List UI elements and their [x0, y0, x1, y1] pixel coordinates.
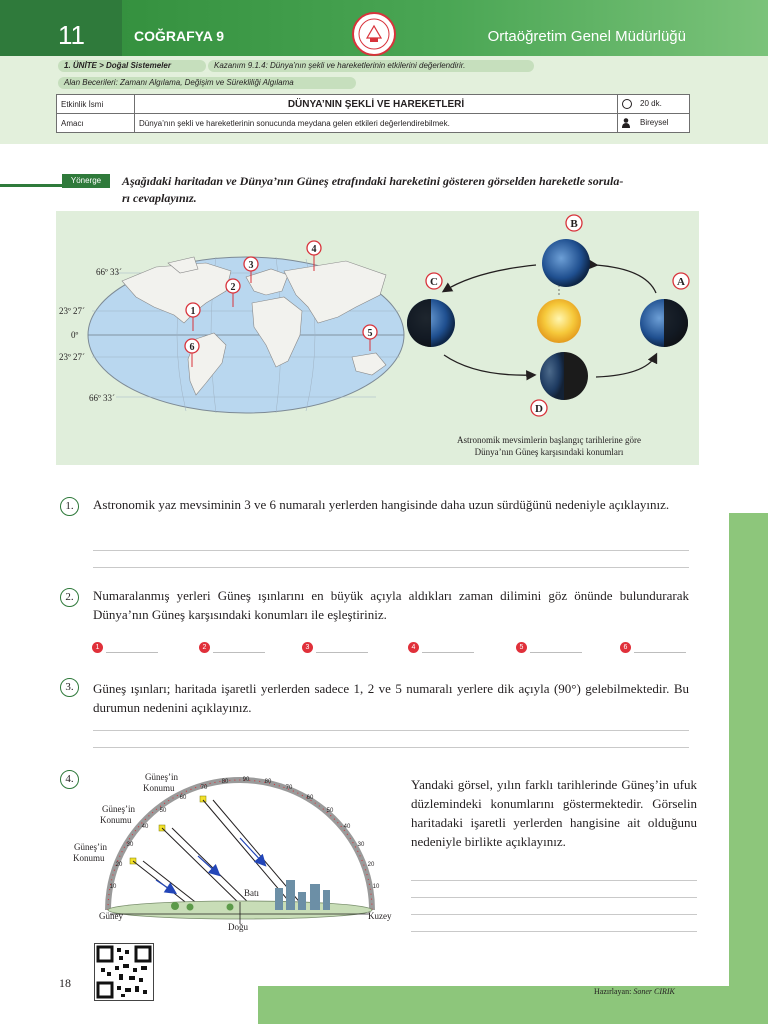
direction-north: Kuzey — [368, 911, 392, 921]
kazanim-pill: Kazanım 9.1.4: Dünya’nın şekli ve hareketlerinin etkilerini değerlendirir. — [208, 60, 534, 72]
clock-icon — [622, 99, 632, 109]
svg-text:1: 1 — [190, 306, 196, 317]
answer-line[interactable] — [93, 730, 689, 731]
svg-text:50: 50 — [159, 808, 167, 814]
activity-name-label: Etkinlik İsmi — [57, 95, 135, 114]
lat-label-3: 0º — [71, 330, 79, 340]
unit-pill: 1. ÜNİTE > Doğal Sistemeler — [58, 60, 206, 72]
answer-line[interactable] — [411, 897, 697, 898]
page-number: 11 — [0, 0, 122, 56]
svg-text:3: 3 — [248, 260, 254, 271]
activity-table — [56, 94, 690, 133]
direction-south: Güney — [99, 911, 123, 921]
question-2-number: 2. — [60, 588, 79, 607]
answer-line[interactable] — [411, 931, 697, 932]
sun-label-high-a: Güneş’in — [145, 772, 178, 782]
answer-line[interactable] — [411, 880, 697, 881]
figure-svg — [56, 211, 699, 465]
match-answer-4[interactable] — [422, 652, 474, 653]
orbit-label-a — [673, 273, 689, 289]
svg-text:30: 30 — [357, 842, 365, 848]
direction-east: Doğu — [228, 922, 248, 932]
question-3-number: 3. — [60, 678, 79, 697]
svg-text:5: 5 — [367, 328, 373, 339]
sun-label-mid-a: Güneş’in — [102, 804, 135, 814]
direction-west: Batı — [244, 888, 259, 898]
aim-text: Dünya’nın şekli ve hareketlerinin sonucunda meydana gelen etkileri değerlendirebilmek. — [135, 114, 618, 133]
world-map — [59, 241, 404, 413]
organization-name: Ortaöğretim Genel Müdürlüğü — [487, 28, 686, 45]
orbit-diagram — [407, 215, 689, 457]
sun-label-mid-b: Konumu — [100, 815, 132, 825]
svg-text:60: 60 — [179, 795, 187, 801]
svg-text:2: 2 — [230, 282, 236, 293]
meb-logo — [352, 12, 396, 56]
prepared-by: Hazırlayan: Soner CIRIK — [594, 987, 675, 996]
match-answer-5[interactable] — [530, 652, 582, 653]
question-4-text: Yandaki görsel, yılın farklı tarihlerinde Güneş’in ufuk düzlemindeki konumlarını göstermektedir. Görselin haritadaki işaretli yerlerden hangisine ait olduğunu nedeniyle birlikte açıklayınız. — [411, 777, 697, 849]
lat-label-1: 66º 33´ — [96, 267, 123, 277]
match-chip-3: 3 — [302, 642, 313, 653]
aim-label: Amacı — [57, 114, 135, 133]
match-answer-2[interactable] — [213, 652, 265, 653]
question-4-number: 4. — [60, 770, 79, 789]
svg-text:A: A — [677, 276, 685, 288]
match-chip-6: 6 — [620, 642, 631, 653]
orbit-label-c — [426, 273, 442, 289]
footer-band — [258, 986, 768, 1024]
svg-text:6: 6 — [189, 342, 195, 353]
match-chip-1: 1 — [92, 642, 103, 653]
question-1-number: 1. — [60, 497, 79, 516]
sun-label-low-b: Konumu — [73, 853, 105, 863]
directive-bar — [0, 184, 62, 187]
answer-line[interactable] — [93, 550, 689, 551]
svg-text:10: 10 — [372, 884, 380, 890]
activity-name: DÜNYA’NIN ŞEKLİ VE HAREKETLERİ — [135, 95, 618, 114]
svg-text:20: 20 — [115, 862, 123, 868]
answer-line[interactable] — [93, 747, 689, 748]
question-1-text: Astronomik yaz mevsiminin 3 ve 6 numaralı yerlerden hangisinde daha uzun sürdüğünü nedeniyle açıklayınız. — [93, 497, 670, 512]
answer-line[interactable] — [93, 567, 689, 568]
svg-text:4: 4 — [311, 244, 317, 255]
match-answer-6[interactable] — [634, 652, 686, 653]
orbit-label-d — [531, 400, 547, 416]
figure-panel — [56, 211, 699, 465]
directive-tag: Yönerge — [62, 174, 110, 188]
orbit-caption-2: Dünya’nın Güneş karşısındaki konumları — [474, 447, 624, 457]
svg-text:B: B — [570, 218, 578, 230]
svg-text:80: 80 — [221, 779, 229, 785]
lat-label-5: 66º 33´ — [89, 393, 116, 403]
svg-text:70: 70 — [285, 785, 293, 791]
match-chip-2: 2 — [199, 642, 210, 653]
footer-page-number: 18 — [59, 976, 71, 990]
svg-text:40: 40 — [343, 824, 351, 830]
svg-text:D: D — [535, 403, 543, 415]
svg-text:70: 70 — [200, 785, 208, 791]
sun — [537, 299, 581, 343]
mode-cell: Bireysel — [618, 114, 690, 133]
question-3-text: Güneş ışınları; haritada işaretli yerlerden sadece 1, 2 ve 5 numaralı yerlere dik açıyla (90°) gelebilmektedir. Bu durumun nedenini açıklayınız. — [93, 681, 689, 715]
svg-text:90: 90 — [242, 777, 250, 783]
svg-text:30: 30 — [126, 842, 134, 848]
orbit-label-b — [566, 215, 582, 231]
sun-label-high-b: Konumu — [143, 783, 175, 793]
match-chip-4: 4 — [408, 642, 419, 653]
person-icon — [622, 118, 630, 128]
svg-text:50: 50 — [326, 808, 334, 814]
sun-label-low-a: Güneş’in — [74, 842, 107, 852]
lat-label-4: 23º 27´ — [59, 352, 86, 362]
svg-text:80: 80 — [264, 779, 272, 785]
qr-code[interactable] — [94, 943, 154, 1001]
orbit-caption-1: Astronomik mevsimlerin başlangıç tarihlerine göre — [457, 435, 641, 445]
answer-line[interactable] — [411, 914, 697, 915]
match-answer-3[interactable] — [316, 652, 368, 653]
sun-position-high — [200, 796, 206, 802]
question-2-text: Numaralanmış yerleri Güneş ışınlarını en büyük açıyla aldıkları zaman dilimini göz önünde bulundurarak Dünya’nın Güneş karşısındaki konumları ile eşleştiriniz. — [93, 588, 689, 622]
svg-text:60: 60 — [306, 795, 314, 801]
skills-pill: Alan Becerileri: Zamanı Algılama, Değişim ve Sürekliliği Algılama — [58, 77, 356, 89]
svg-text:40: 40 — [141, 824, 149, 830]
svg-text:20: 20 — [367, 862, 375, 868]
side-stripe — [729, 513, 768, 1024]
svg-text:10: 10 — [109, 884, 117, 890]
duration-cell: 20 dk. — [618, 95, 690, 114]
svg-text:C: C — [430, 276, 438, 288]
directive-text: Aşağıdaki haritadan ve Dünya’nın Güneş etrafındaki hareketini gösteren görselden hareketle sorula- rı cevaplayınız. — [122, 174, 624, 205]
match-chip-5: 5 — [516, 642, 527, 653]
lat-label-2: 23º 27´ — [59, 306, 86, 316]
match-answer-1[interactable] — [106, 652, 158, 653]
horizon-diagram — [70, 770, 406, 936]
subject-title: COĞRAFYA 9 — [134, 28, 224, 44]
